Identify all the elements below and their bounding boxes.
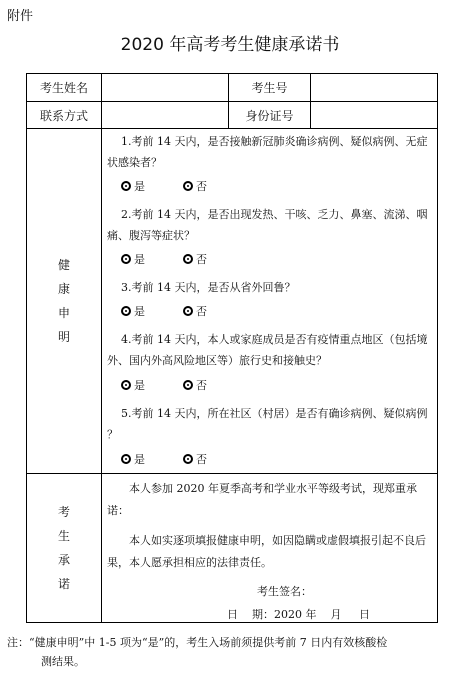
health-declaration-label <box>27 129 101 473</box>
question-2-options <box>121 251 245 267</box>
question-3-options <box>121 303 245 319</box>
question-1: 1.考前 14 天内，是否接触新冠肺炎确诊病例、疑似病例、无症状感染者？ <box>107 135 428 169</box>
q5-no-radio[interactable]: 否 <box>183 451 207 467</box>
column-divider <box>101 74 102 622</box>
contact-field[interactable] <box>102 102 228 128</box>
radio-icon <box>121 306 131 316</box>
question-4: 4.考前 14 天内，本人或家庭成员是否有疫情重点地区（包括境外、国内外高风险地区等）旅行史和接触史？ <box>107 333 428 367</box>
radio-icon <box>183 181 193 191</box>
health-form-table <box>26 73 438 623</box>
q3-yes-radio[interactable]: 是 <box>121 303 145 319</box>
radio-icon <box>183 306 193 316</box>
name-label: 考生姓名 <box>39 81 88 95</box>
footnote <box>7 633 453 671</box>
q4-no-radio[interactable]: 否 <box>183 377 207 393</box>
exam-number-label: 考生号 <box>251 81 288 95</box>
candidate-promise-label <box>27 474 101 622</box>
signature-label: 考生签名： <box>257 585 312 598</box>
section-char: 考 <box>57 505 70 519</box>
question-1-options <box>121 178 245 194</box>
q1-no-radio[interactable]: 否 <box>183 178 207 194</box>
section-char: 明 <box>57 330 70 344</box>
radio-icon <box>121 254 131 264</box>
section-char: 生 <box>57 529 70 543</box>
footnote-line-1: 注：“健康申明”中 1-5 项为“是”的，考生入场前须提供考前 7 日内有效核酸检 <box>7 636 388 649</box>
question-2: 2.考前 14 天内，是否出现发热、干咳、乏力、鼻塞、流涕、咽痛、腹泻等症状？ <box>107 208 428 242</box>
date-line: 日 期：2020 年 月 日 <box>227 608 370 621</box>
q2-yes-radio[interactable]: 是 <box>121 251 145 267</box>
question-5: 5.考前 14 天内，所在社区（村居）是否有确诊病例、疑似病例 ？ <box>107 407 428 441</box>
radio-icon <box>121 454 131 464</box>
q4-yes-radio[interactable]: 是 <box>121 377 145 393</box>
name-field[interactable] <box>102 74 228 101</box>
section-char: 康 <box>57 282 70 296</box>
q3-no-radio[interactable]: 否 <box>183 303 207 319</box>
section-char: 健 <box>57 258 70 272</box>
q5-yes-radio[interactable]: 是 <box>121 451 145 467</box>
promise-paragraph-1: 本人参加 2020 年夏季高考和学业水平等级考试，现郑重承诺： <box>107 482 417 517</box>
promise-paragraph-2: 本人如实逐项填报健康申明，如因隐瞒或虚假填报引起不良后果，本人愿承担相应的法律责任。 <box>107 534 426 569</box>
q1-yes-radio[interactable]: 是 <box>121 178 145 194</box>
question-3: 3.考前 14 天内，是否从省外回鲁？ <box>121 281 296 294</box>
question-4-options <box>121 377 245 393</box>
radio-icon <box>121 181 131 191</box>
page-title: 2020 年高考考生健康承诺书 <box>120 35 340 55</box>
exam-number-field[interactable] <box>311 74 437 101</box>
radio-icon <box>121 380 131 390</box>
id-number-label: 身份证号 <box>245 108 294 123</box>
section-char: 申 <box>57 306 70 320</box>
section-char: 诺 <box>57 577 70 591</box>
section-char: 承 <box>57 553 70 567</box>
contact-label: 联系方式 <box>39 108 88 123</box>
radio-icon <box>183 380 193 390</box>
question-5-options <box>121 451 245 467</box>
footnote-line-2: 测结果。 <box>41 655 85 668</box>
id-number-field[interactable] <box>311 102 437 128</box>
q2-no-radio[interactable]: 否 <box>183 251 207 267</box>
radio-icon <box>183 254 193 264</box>
radio-icon <box>183 454 193 464</box>
attachment-label: 附件 <box>7 9 34 24</box>
